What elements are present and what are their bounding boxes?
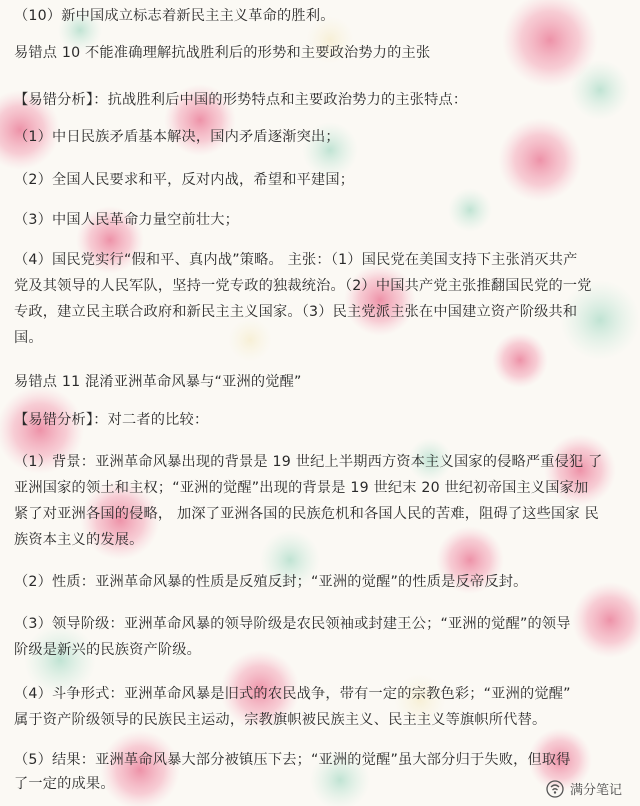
doc-line: （4）斗争形式：亚洲革命风暴是旧式的农民战争，带有一定的宗教色彩；“亚洲的觉醒” [14, 686, 571, 702]
doc-line: 属于资产阶级领导的民族民主运动，宗教旗帜被民族主义、民主主义等旗帜所代替。 [14, 712, 547, 728]
doc-line: （5）结果：亚洲革命风暴大部分被镇压下去；“亚洲的觉醒”虽大部分归于失败，但取得 [14, 752, 571, 768]
doc-line: （3）中国人民革命力量空前壮大； [14, 212, 240, 228]
wechat-official-account-icon [546, 780, 564, 798]
doc-line: 族资本主义的发展。 [14, 532, 144, 548]
doc-line: （2）全国人民要求和平，反对内战，希望和平建国； [14, 172, 355, 188]
watermark-label: 满分笔记 [569, 783, 622, 798]
doc-line: （1）中日民族矛盾基本解决，国内矛盾逐渐突出； [14, 129, 340, 145]
doc-line: 【易错分析】：对二者的比较： [14, 412, 209, 428]
doc-line: 【易错分析】：抗战胜利后中国的形势特点和主要政治势力的主张特点： [14, 92, 468, 108]
doc-line: 专政，建立民主联合政府和新民主主义国家。（3）民主党派主张在中国建立资产阶级共和 [14, 304, 578, 320]
section-heading: 易错点 10 不能准确理解抗战胜利后的形势和主要政治势力的主张 [14, 45, 431, 61]
section-heading: 易错点 11 混淆亚洲革命风暴与“亚洲的觉醒” [14, 374, 302, 390]
doc-line: （10）新中国成立标志着新民主主义革命的胜利。 [14, 8, 335, 24]
doc-line: 阶级是新兴的民族资产阶级。 [14, 642, 202, 658]
doc-line: （1）背景：亚洲革命风暴出现的背景是 19 世纪上半期西方资本主义国家的侵略严重侵犯 了 [14, 454, 603, 470]
doc-line: （3）领导阶级：亚洲革命风暴的领导阶级是农民领袖或封建王公；“亚洲的觉醒”的领导 [14, 616, 571, 632]
doc-line: 国。 [14, 330, 43, 346]
doc-line: 了一定的成果。 [14, 776, 115, 792]
watermark [546, 779, 622, 798]
doc-line: 亚洲国家的领土和主权；“亚洲的觉醒”出现的背景是 19 世纪末 20 世纪初帝国主义国家加 [14, 480, 589, 496]
doc-line: （2）性质：亚洲革命风暴的性质是反殖反封；“亚洲的觉醒”的性质是反帝反封。 [14, 574, 528, 590]
doc-line: 紧了对亚洲各国的侵略， 加深了亚洲各国的民族危机和各国人民的苦难，阻碍了这些国家 民 [14, 506, 599, 522]
doc-line: （4）国民党实行“假和平、真内战”策略。 主张：（1）国民党在美国支持下主张消灭共产 [14, 252, 578, 268]
doc-line: 党及其领导的人民军队，坚持一党专政的独裁统治。（2）中国共产党主张推翻国民党的一党 [14, 278, 592, 294]
